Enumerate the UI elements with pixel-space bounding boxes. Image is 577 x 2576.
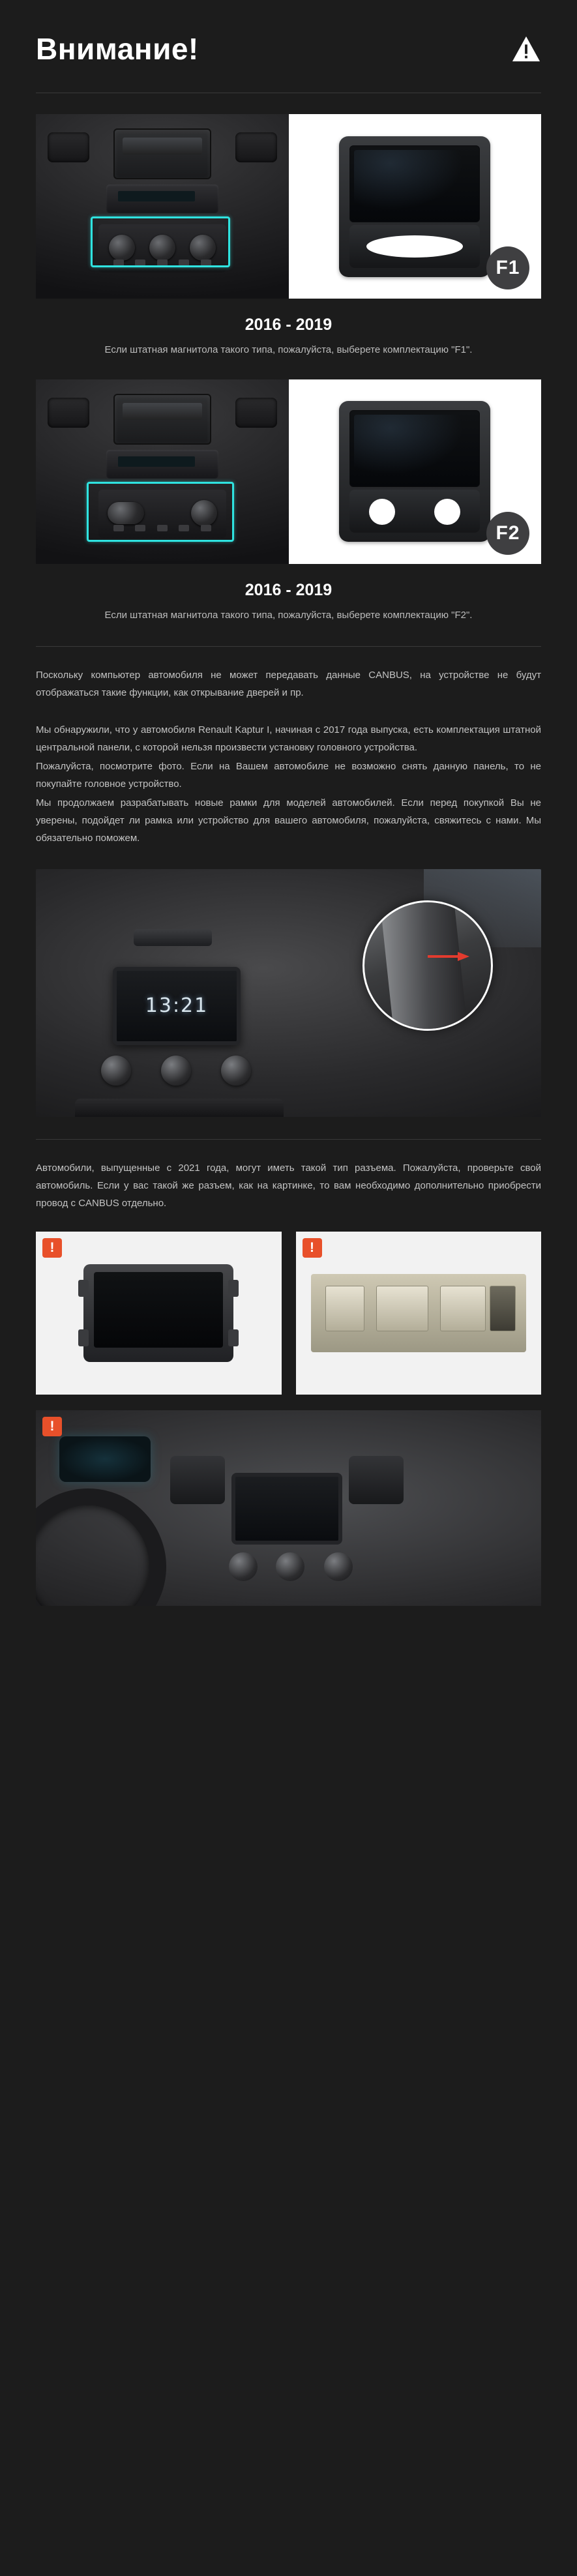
canbus-note-text: Поскольку компьютер автомобиля не может передавать данные CANBUS, на устройстве не будут отображаться такие функции, как открывание дверей и пр.	[36, 669, 541, 698]
climate-knobs-group	[229, 1552, 353, 1589]
connector-block-3	[440, 1286, 486, 1331]
center-display	[113, 394, 211, 445]
mount-tab-2	[228, 1280, 239, 1297]
panel-note	[36, 721, 541, 847]
connector-block-4	[490, 1286, 516, 1331]
attention-mark-icon: !	[42, 1238, 62, 1258]
dashboard-panel-closeup-photo	[36, 869, 541, 1117]
factory-center-screen	[231, 1473, 342, 1545]
head-unit-lower-frame-f2	[349, 490, 480, 533]
air-vent-left-icon	[170, 1456, 225, 1504]
variant-badge-f1: F1	[486, 246, 529, 289]
variant-caption-f2: Если штатная магнитола такого типа, пожалуйста, выберете комплектацию "F2".	[104, 609, 473, 621]
air-vent-left-icon	[48, 132, 89, 162]
arrow-pointer-icon	[428, 951, 469, 962]
dashboard-illustration	[36, 114, 289, 299]
head-unit-body-f2	[339, 401, 490, 542]
warning-triangle-icon	[511, 34, 541, 64]
frame-cutout-circle-right	[434, 499, 460, 525]
highlight-rectangle-f2	[87, 482, 234, 542]
connector-note-text: Автомобили, выпущенные с 2021 года, могут иметь такой тип разъема. Пожалуйста, проверьте свой автомобиль. Если у вас такой же разъем, как на картинке, то вам необходимо дополнительно приобрести провод с CANBUS отдельно.	[36, 1162, 541, 1209]
variant-years-f1: 2016 - 2019	[244, 316, 333, 334]
head-unit-lower-frame-f1	[349, 225, 480, 268]
panel-note-p3: Мы продолжаем разрабатывать новые рамки для моделей автомобилей. Если перед покупкой Вы не уверены, подойдет ли рамка или устройство для вашего автомобиля, пожалуйста, свяжитесь с нами. Мы обязательно поможем.	[36, 797, 541, 844]
head-unit-photo-f2	[289, 379, 542, 564]
variant-years-f2: 2016 - 2019	[244, 580, 333, 599]
section-divider-1	[36, 646, 541, 647]
canbus-note	[36, 666, 541, 702]
climate-knobs-group	[101, 1056, 251, 1095]
factory-radio-unit	[106, 185, 218, 213]
head-unit-photo-f1	[289, 114, 542, 299]
center-display	[113, 128, 211, 179]
variant-badge-f2: F2	[486, 512, 529, 555]
mount-tab-4	[228, 1329, 239, 1346]
page-title: Внимание!	[36, 32, 199, 66]
head-unit-screen	[349, 145, 480, 222]
air-vent-top-icon	[134, 929, 212, 946]
panel-edge-zoom-circle	[362, 900, 493, 1031]
factory-radio-unit	[106, 450, 218, 479]
air-vent-right-icon	[349, 1456, 404, 1504]
mount-tab-3	[78, 1329, 89, 1346]
variant-block-f1	[36, 114, 541, 299]
head-unit-screen	[349, 410, 480, 487]
air-vent-left-icon	[48, 398, 89, 428]
section-divider-2	[36, 1139, 541, 1140]
connector-board-illustration	[311, 1274, 526, 1352]
variant-block-f2	[36, 379, 541, 564]
page-header	[36, 0, 541, 93]
radio-display	[118, 191, 195, 201]
panel-note-p1: Мы обнаружили, что у автомобиля Renault Kaptur I, начиная с 2017 года выпуска, есть комплектация штатной центральной панели, с которой нельзя произвести установку головного устройства.	[36, 724, 541, 753]
head-unit-rear-illustration	[83, 1264, 233, 1362]
frame-cutout-circle-left	[369, 499, 395, 525]
panel-note-p2: Пожалуйста, посмотрите фото. Если на Вашем автомобиле не возможно снять данную панель, то не покупайте головное устройство.	[36, 760, 541, 790]
head-unit-body-f1	[339, 136, 490, 277]
center-console-base	[75, 1099, 284, 1117]
air-vent-right-icon	[235, 398, 277, 428]
steering-wheel	[36, 1488, 166, 1606]
connector-note	[36, 1159, 541, 1212]
variant-caption-f1: Если штатная магнитола такого типа, пожалуйста, выберете комплектацию "F1".	[104, 344, 473, 355]
attention-mark-icon: !	[42, 1417, 62, 1436]
connector-block-1	[325, 1286, 364, 1331]
mount-tab-1	[78, 1280, 89, 1297]
connector-board-photo	[296, 1232, 542, 1395]
head-unit-front-screen	[94, 1272, 223, 1348]
factory-screen-with-clock	[113, 967, 241, 1045]
instrument-cluster	[59, 1436, 151, 1482]
frame-cutout-rectangular	[366, 235, 463, 258]
head-unit-back-photo	[36, 1232, 282, 1395]
radio-display	[118, 456, 195, 467]
attention-mark-icon: !	[303, 1238, 322, 1258]
car-dashboard-photo-f1	[36, 114, 289, 299]
connector-photo-grid	[36, 1232, 541, 1395]
air-vent-right-icon	[235, 132, 277, 162]
panel-edge-detail	[379, 900, 469, 1031]
connector-block-2	[376, 1286, 428, 1331]
interior-dashboard-wide-photo	[36, 1410, 541, 1606]
highlight-rectangle-f1	[91, 216, 230, 267]
clock-readout: 13:21	[145, 994, 209, 1017]
car-dashboard-photo-f2	[36, 379, 289, 564]
